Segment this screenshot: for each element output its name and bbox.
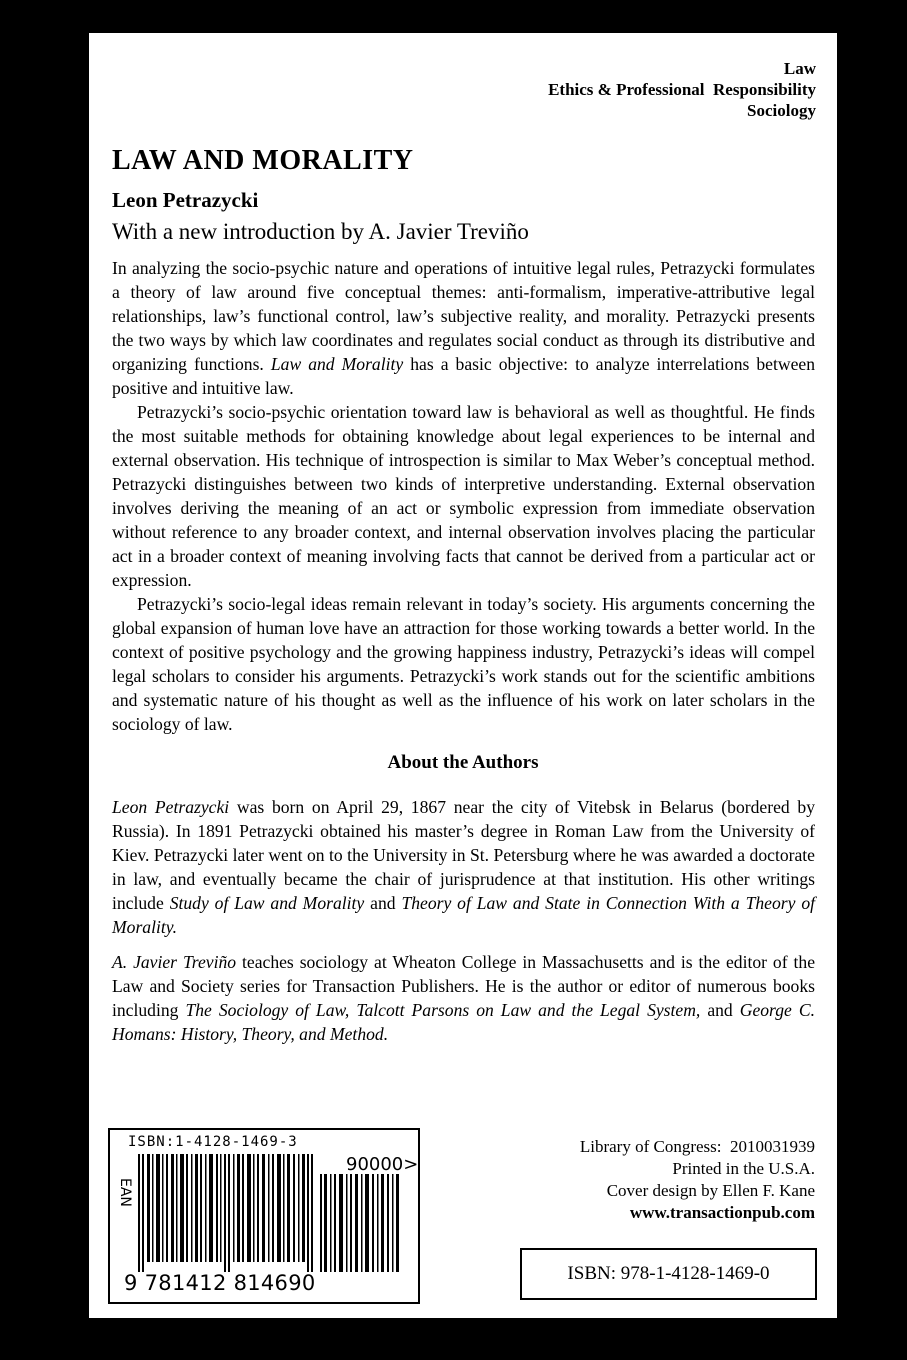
intro-credit: With a new introduction by A. Javier Treviño (112, 219, 529, 244)
description-paragraph-2: Petrazycki’s socio-psychic orientation toward law is behavioral as well as thoughtful. He finds the most suitable methods for obtaining knowledge about legal experiences to be internal and external observation. His technique of introspection is similar to Max Weber’s conceptual method. Petrazycki distinguishes between two kinds of interpretive understanding. External observation involves deriving the meaning of an act or symbolic expression from immediate observation without reference to any broader context, and internal observation involves placing the particular act in a broader context of meaning involving facts that cannot be derived from a particular act or expression. (112, 402, 815, 590)
barcode-digits: 9 781412 814690 (124, 1271, 316, 1295)
book-title: LAW AND MORALITY (112, 145, 414, 176)
isbn-box: ISBN: 978-1-4128-1469-0 (520, 1248, 817, 1300)
back-cover (89, 33, 837, 1318)
barcode-bars (138, 1154, 318, 1272)
subject-categories (548, 58, 816, 121)
bio-trevino: A. Javier Treviño teaches sociology at Wheaton College in Massachusetts and is the editor of the Law and Society series for Transaction Publishers. He is the author or editor of numerous books including The Sociology of Law, Talcott Parsons on Law and the Legal System, and George C. Homans: History, Theory, and Method. (112, 952, 815, 1044)
barcode-ean-label: EAN (117, 1178, 133, 1207)
library-of-congress: Library of Congress: 2010031939 (579, 1137, 815, 1156)
description-paragraph-3: Petrazycki’s socio-legal ideas remain relevant in today’s society. His arguments concerning the global expansion of human love have an attraction for those working towards a better world. In the context of positive psychology and the growing happiness industry, Petrazycki’s ideas will compel legal scholars to consider his arguments. Petrazycki’s work stands out for the scientific ambitions and systematic nature of his thought as well as the influence of his work on later scholars in the sociology of law. (112, 594, 815, 734)
barcode-addon-digits: 90000> (346, 1154, 419, 1175)
barcode-isbn: ISBN:1-4128-1469-3 (128, 1134, 298, 1150)
description (112, 256, 815, 736)
book-author: Leon Petrazycki (112, 188, 259, 212)
printed-in: Printed in the U.S.A. (672, 1159, 815, 1178)
publication-info (580, 1136, 815, 1224)
category-sociology: Sociology (747, 101, 816, 120)
publisher-url[interactable]: www.transactionpub.com (629, 1203, 815, 1222)
category-law: Law (783, 59, 816, 78)
barcode-addon-bars (320, 1174, 406, 1272)
bio-petrazycki: Leon Petrazycki was born on April 29, 1867 near the city of Vitebsk in Belarus (bordered by Russia). In 1891 Petrazycki obtained his master’s degree in Roman Law from the University of Kiev. Petrazycki later went on to the University in St. Petersburg where he was awarded a doctorate in law, and eventually became the chair of jurisprudence at that institution. His other writings include Study of Law and Morality and Theory of Law and State in Connection With a Theory of Morality. (112, 797, 816, 937)
cover-design: Cover design by Ellen F. Kane (606, 1181, 815, 1200)
about-authors-heading: About the Authors (387, 752, 539, 773)
description-paragraph-1: In analyzing the socio-psychic nature and operations of intuitive legal rules, Petrazycki formulates a theory of law around five conceptual themes: anti-formalism, imperative-attributive legal relationships, law’s functional control, law’s subjective reality, and morality. Petrazycki presents the two ways by which law coordinates and regulates social conduct as through its distributive and organizing functions. Law and Morality has a basic objective: to analyze interrelations between positive and intuitive law. (112, 258, 815, 398)
barcode (108, 1128, 420, 1304)
category-ethics: Ethics & Professional Responsibility (548, 80, 816, 99)
